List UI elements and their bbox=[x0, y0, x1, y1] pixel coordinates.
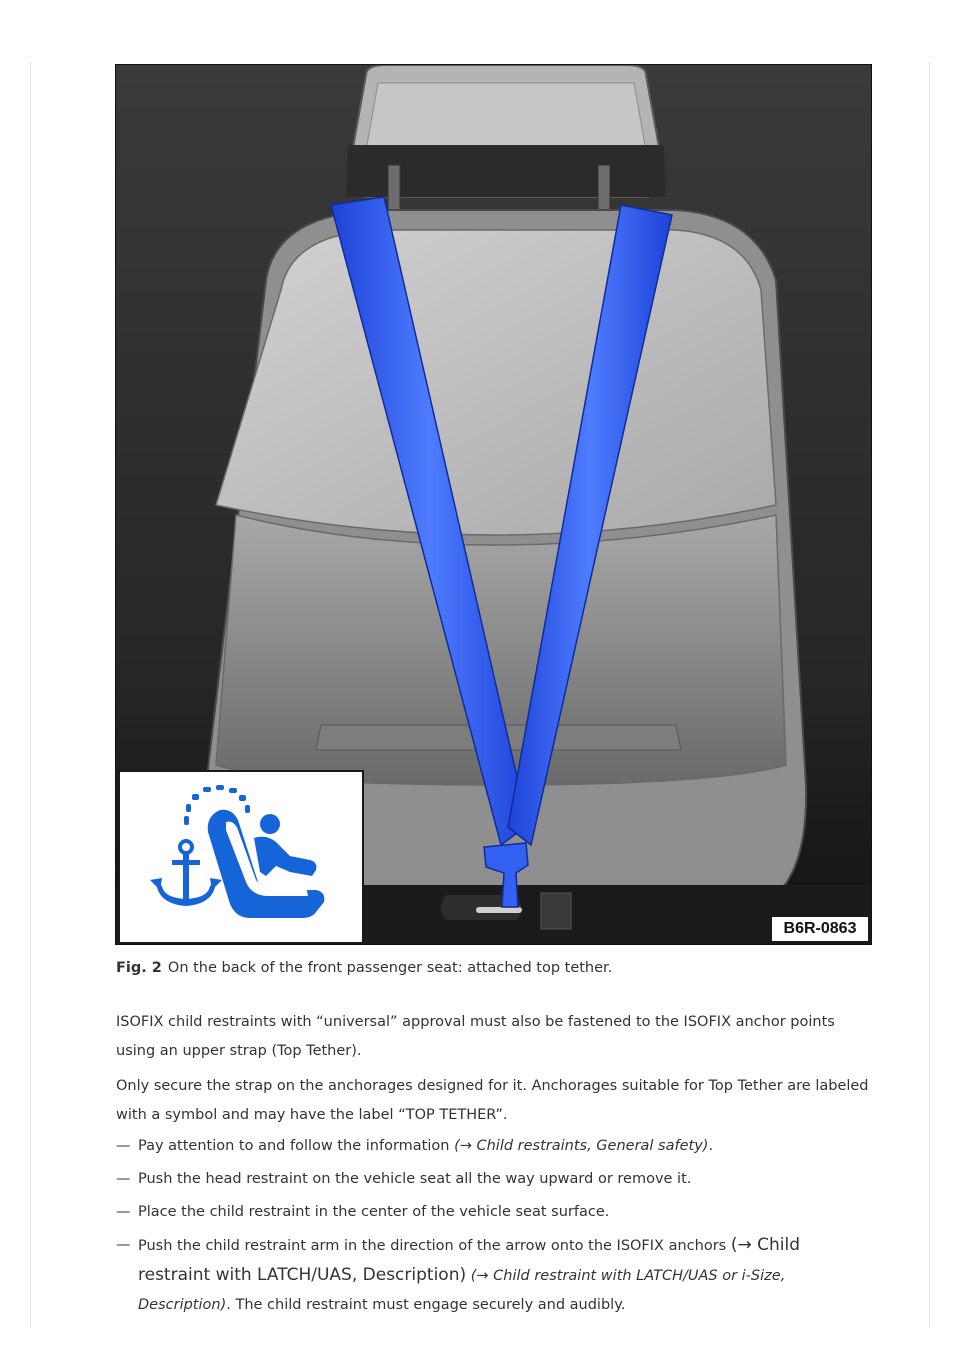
page-margin-right bbox=[929, 62, 930, 1328]
step-text-after: . The child restraint must engage securely and audibly. bbox=[226, 1297, 626, 1313]
step-text: Push the child restraint arm in the direction of the arrow onto the ISOFIX anchors bbox=[138, 1238, 731, 1254]
list-item bbox=[116, 1165, 876, 1194]
step-dash: — bbox=[116, 1204, 131, 1220]
step-dash: — bbox=[116, 1138, 131, 1154]
cross-reference-link[interactable]: (→ Child restraint with LATCH/UAS, Description) bbox=[138, 1235, 801, 1285]
paragraph-anchorages: Only secure the strap on the anchorages designed for it. Anchorages suitable for Top Tether are labeled with a symbol and may have the label “TOP TETHER”. bbox=[116, 1078, 869, 1123]
page-margin-left bbox=[30, 62, 31, 1328]
cross-reference-link[interactable]: (→ Child restraint with LATCH/UAS or i-Size, Description) bbox=[138, 1268, 786, 1313]
step-text: Pay attention to and follow the information bbox=[138, 1138, 455, 1154]
cross-reference-link[interactable]: (→ Child restraints, General safety) bbox=[454, 1138, 709, 1154]
paragraph-isofix-universal: ISOFIX child restraints with “universal” approval must also be fastened to the ISOFIX anchor points using an upper strap (Top Tether). bbox=[116, 1014, 835, 1059]
step-text: Push the head restraint on the vehicle seat all the way upward or remove it. bbox=[138, 1171, 692, 1187]
isofix-anchor-child-seat-icon bbox=[120, 772, 362, 942]
list-item bbox=[116, 1132, 876, 1161]
step-text: Place the child restraint in the center of the vehicle seat surface. bbox=[138, 1204, 610, 1220]
instruction-steps bbox=[116, 1132, 876, 1324]
step-dash: — bbox=[116, 1171, 131, 1187]
inset-top-tether-symbol bbox=[118, 770, 364, 944]
step-text-after: . bbox=[708, 1138, 714, 1154]
list-item bbox=[116, 1231, 876, 1320]
figure-seat-top-tether bbox=[115, 64, 872, 945]
list-item bbox=[116, 1198, 876, 1227]
figure-caption-label: Fig. 2 bbox=[116, 960, 162, 976]
figure-caption-text: On the back of the front passenger seat: attached top tether. bbox=[167, 960, 613, 976]
step-dash: — bbox=[116, 1237, 131, 1253]
figure-code-label: B6R-0863 bbox=[771, 916, 869, 942]
figure-caption bbox=[116, 958, 876, 978]
